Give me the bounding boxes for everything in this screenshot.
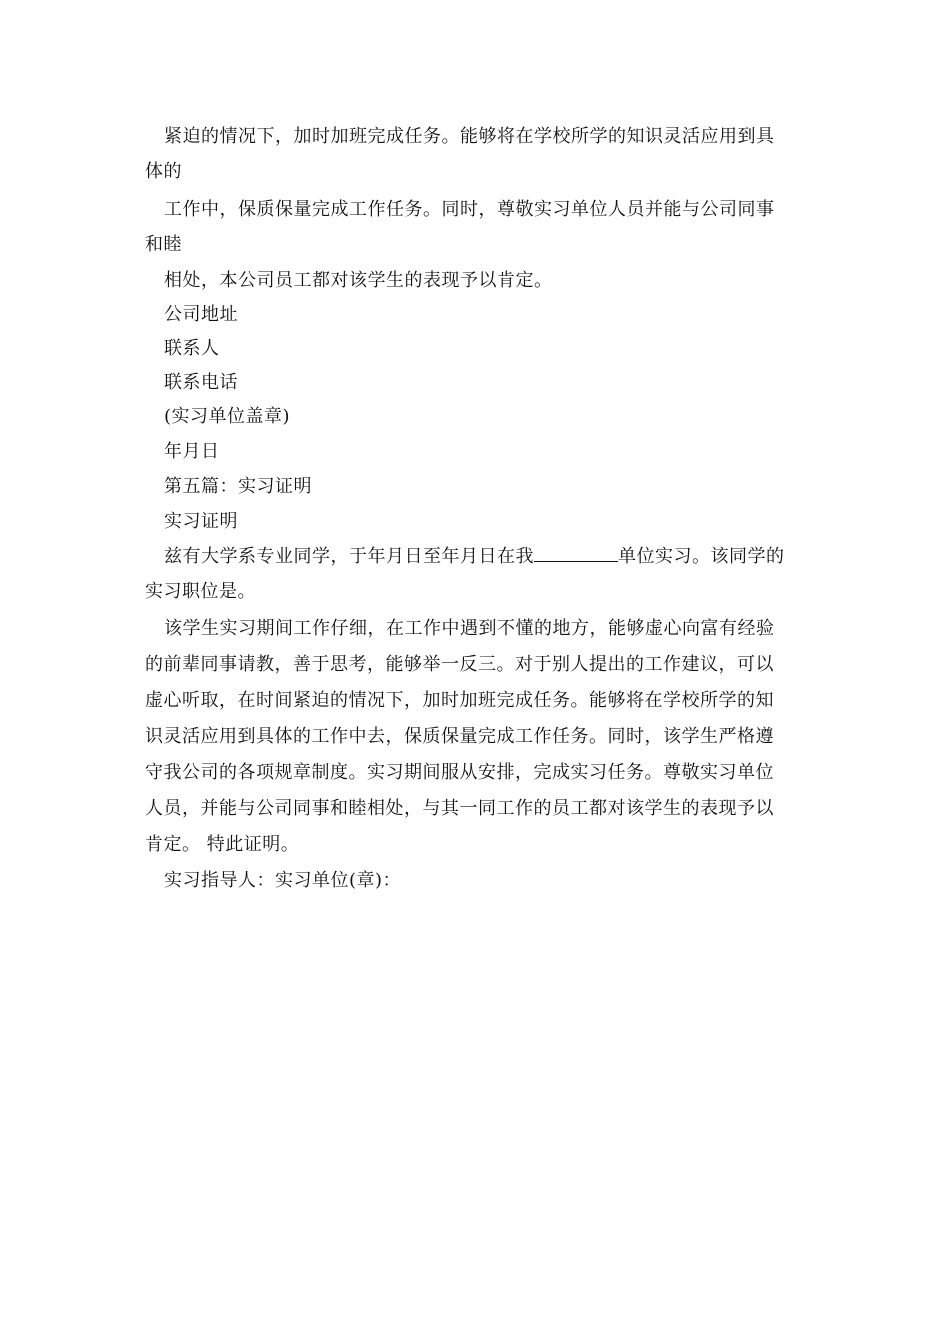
text-line: 识灵活应用到具体的工作中去，保质保量完成工作任务。同时，该学生严格遵 [145, 726, 774, 747]
text-line: 体的 [145, 161, 182, 182]
text-line: 的前辈同事请教，善于思考，能够举一反三。对于别人提出的工作建议，可以 [145, 654, 774, 675]
text-line: 实习职位是。 [145, 581, 256, 602]
text-line: 肯定。 特此证明。 [145, 834, 300, 855]
fill-in-blank [534, 541, 618, 562]
text-line: 公司地址 [164, 304, 238, 325]
text-line: 联系人 [164, 338, 220, 359]
text-segment: 单位实习。该同学的 [618, 546, 785, 567]
text-line [164, 540, 810, 574]
text-line: 联系电话 [164, 372, 238, 393]
text-line: 工作中，保质保量完成工作任务。同时，尊敬实习单位人员并能与公司同事 [164, 199, 775, 220]
signature-line: 实习指导人：实习单位(章)： [164, 870, 402, 891]
text-line: 年月日 [164, 441, 220, 462]
text-line: (实习单位盖章) [164, 406, 291, 427]
text-line: 相处，本公司员工都对该学生的表现予以肯定。 [164, 270, 553, 291]
text-line: 和睦 [145, 234, 182, 255]
text-segment: 兹有大学系专业同学，于年月日至年月日在我 [164, 546, 534, 567]
text-line: 守我公司的各项规章制度。实习期间服从安排，完成实习任务。尊敬实习单位 [145, 762, 774, 783]
text-line: 人员，并能与公司同事和睦相处，与其一同工作的员工都对该学生的表现予以 [145, 798, 774, 819]
text-line: 该学生实习期间工作仔细，在工作中遇到不懂的地方，能够虚心向富有经验 [164, 618, 775, 639]
text-line: 虚心听取，在时间紧迫的情况下，加时加班完成任务。能够将在学校所学的知 [145, 690, 774, 711]
document-title: 实习证明 [164, 511, 238, 532]
text-line: 紧迫的情况下，加时加班完成任务。能够将在学校所学的知识灵活应用到具 [164, 126, 775, 147]
section-heading: 第五篇：实习证明 [164, 476, 312, 497]
